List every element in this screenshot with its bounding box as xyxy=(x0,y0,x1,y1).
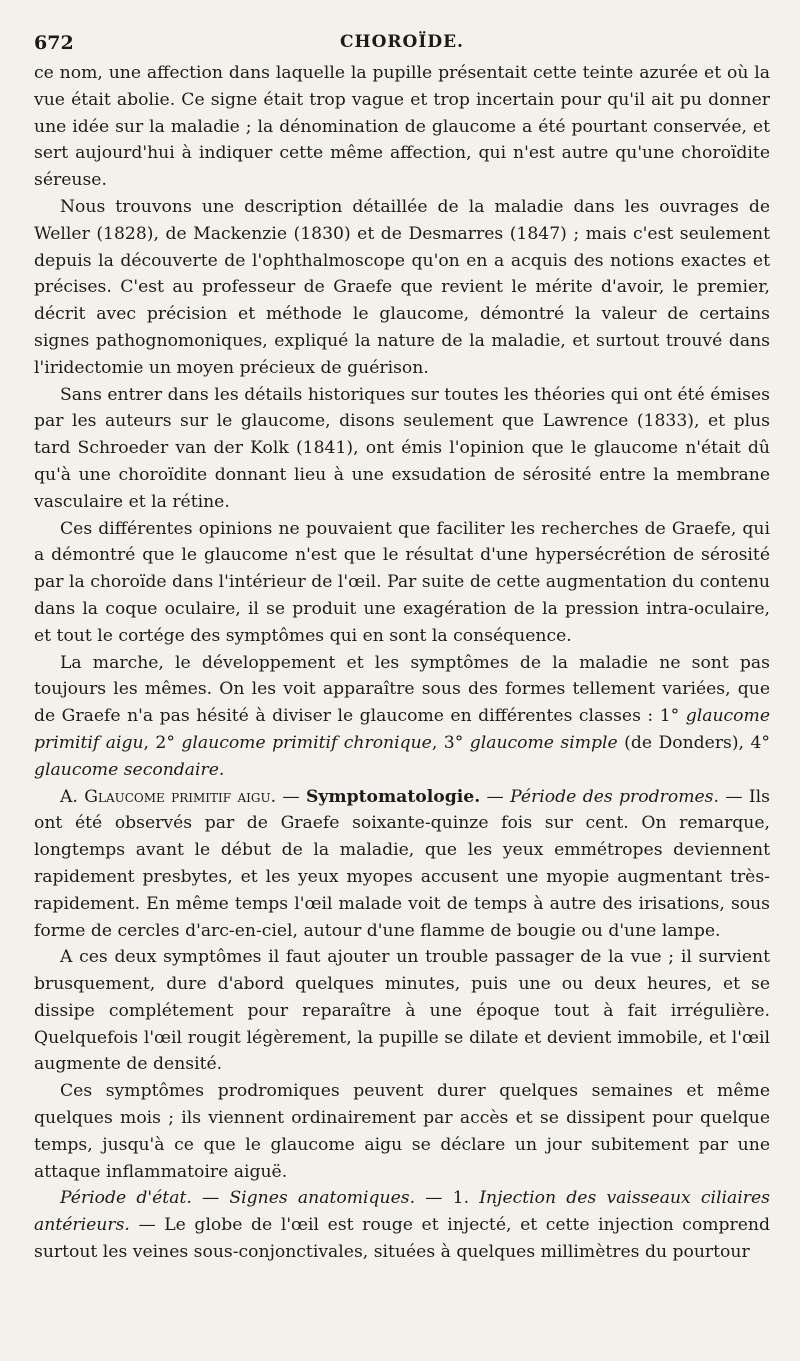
text-run: Ces symptômes prodromiques peuvent durer quelques semaines et même quelques mois ; ils viennent ordinairement par accès et se dissipent pour quelque temps, jusqu'à ce que le glaucome aigu se déclare un jour subitement par une attaque inflammatoire aiguë. xyxy=(34,1081,770,1182)
text-run: glaucome primitif chronique xyxy=(181,732,432,753)
text-run: glaucome simple xyxy=(469,732,618,753)
page-number: 672 xyxy=(34,32,74,54)
text-run: Nous trouvons une description détaillée de la maladie dans les ouvrages de Weller (1828), de Mackenzie (1830) et de Desmarres (1847) ; mais c'est seulement depuis la découverte de l'ophthalmoscope qu'on en a acquis des notions exactes et précises. C'est au professeur de Graefe que revient le mérite d'avoir, le premier, décrit avec précision et méthode le glaucome, démontré la valeur de certains signes pathognomoniques, expliqué la nature de la maladie, et surtout trouvé dans l'iridectomie un moyen précieux de guérison. xyxy=(34,196,770,378)
text-run: Ces différentes opinions ne pouvaient que faciliter les recherches de Graefe, qui a démontré que le glaucome n'est que le résultat d'une hypersécrétion de sérosité par la choroïde dans l'intérieur de l'œil. Par suite de cette augmentation du contenu dans la coque oculaire, il se produit une exagération de la pression intra-oculaire, et tout le cortége des symptômes qui en sont la conséquence. xyxy=(34,518,770,646)
paragraph xyxy=(34,650,770,784)
text-run: . xyxy=(218,759,225,780)
text-run: ce nom, une affection dans laquelle la pupille présentait cette teinte azurée et où la vue était abolie. Ce signe était trop vague et trop incertain pour qu'il ait pu donner une idée sur la maladie ; la dénomination de glaucome a été pourtant conservée, et sert aujourd'hui à indiquer cette même affection, qui n'est autre qu'une choroïdite séreuse. xyxy=(34,63,770,191)
running-title: CHOROÏDE. xyxy=(340,32,464,52)
page-header xyxy=(34,22,770,60)
paragraph xyxy=(34,382,770,516)
text-run: Sans entrer dans les détails historiques sur toutes les théories qui ont été émises par les auteurs sur le glaucome, disons seulement que Lawrence (1833), et plus tard Schroeder van der Kolk (1841), ont émis l'opinion que le glaucome n'était dû qu'à une choroïdite donnant lieu à une exsudation de sérosité entre la membrane vasculaire et la rétine. xyxy=(34,384,770,512)
paragraph xyxy=(34,516,770,650)
paragraph xyxy=(34,1185,770,1265)
text-run: (de Donders), 4° xyxy=(617,732,770,753)
text-run: — xyxy=(480,786,511,807)
paragraph xyxy=(34,784,770,945)
text-run: — xyxy=(276,786,306,807)
text-run: A ces deux symptômes il faut ajouter un trouble passager de la vue ; il survient brusquement, dure d'abord quelques minutes, puis une ou deux heures, et se dissipe complétement pour reparaître à une époque tout à fait irrégulière. Quelquefois l'œil rougit légèrement, la pupille se dilate et devient immobile, et l'œil augmente de densité. xyxy=(34,947,770,1075)
text-run: Période des prodromes. xyxy=(510,786,719,807)
paragraph xyxy=(34,60,770,194)
paragraph xyxy=(34,194,770,382)
text-run: A. Glaucome primitif aigu. xyxy=(60,786,277,807)
text-run: — Ils ont été observés par de Graefe soixante-quinze fois sur cent. On remarque, longtemps avant le début de la maladie, que les yeux emmétropes deviennent rapidement presbytes, et les yeux myopes accusent une myopie augmentant très-rapidement. En même temps l'œil malade voit de temps à autre des irisations, sous forme de cercles d'arc-en-ciel, autour d'une flamme de bougie ou d'une lampe. xyxy=(34,786,770,941)
text-run: , 3° xyxy=(431,732,470,753)
text-run: Symptomatologie. xyxy=(305,786,481,807)
paragraph xyxy=(34,1078,770,1185)
text-run: — Le globe de l'œil est rouge et injecté, et cette injection comprend surtout les veines sous-conjonctivales, situées à quelques millimètres du pourtour xyxy=(34,1215,770,1263)
text-run: Période d'état. — Signes anatomiques. xyxy=(60,1188,416,1209)
body-text xyxy=(34,60,770,1266)
paragraph xyxy=(34,944,770,1078)
text-run: glaucome primitif aigu xyxy=(34,706,770,753)
text-run: Injection des vaisseaux ciliaires antérieurs. xyxy=(34,1188,770,1236)
text-run: glaucome secondaire xyxy=(34,759,219,780)
text-run: , 2° xyxy=(143,732,182,753)
text-run: — 1. xyxy=(415,1188,480,1209)
text-run: La marche, le développement et les symptômes de la maladie ne sont pas toujours les mêmes. On les voit apparaître sous des formes tellement variées, que de Graefe n'a pas hésité à diviser le glaucome en différentes classes : 1° xyxy=(34,652,770,727)
